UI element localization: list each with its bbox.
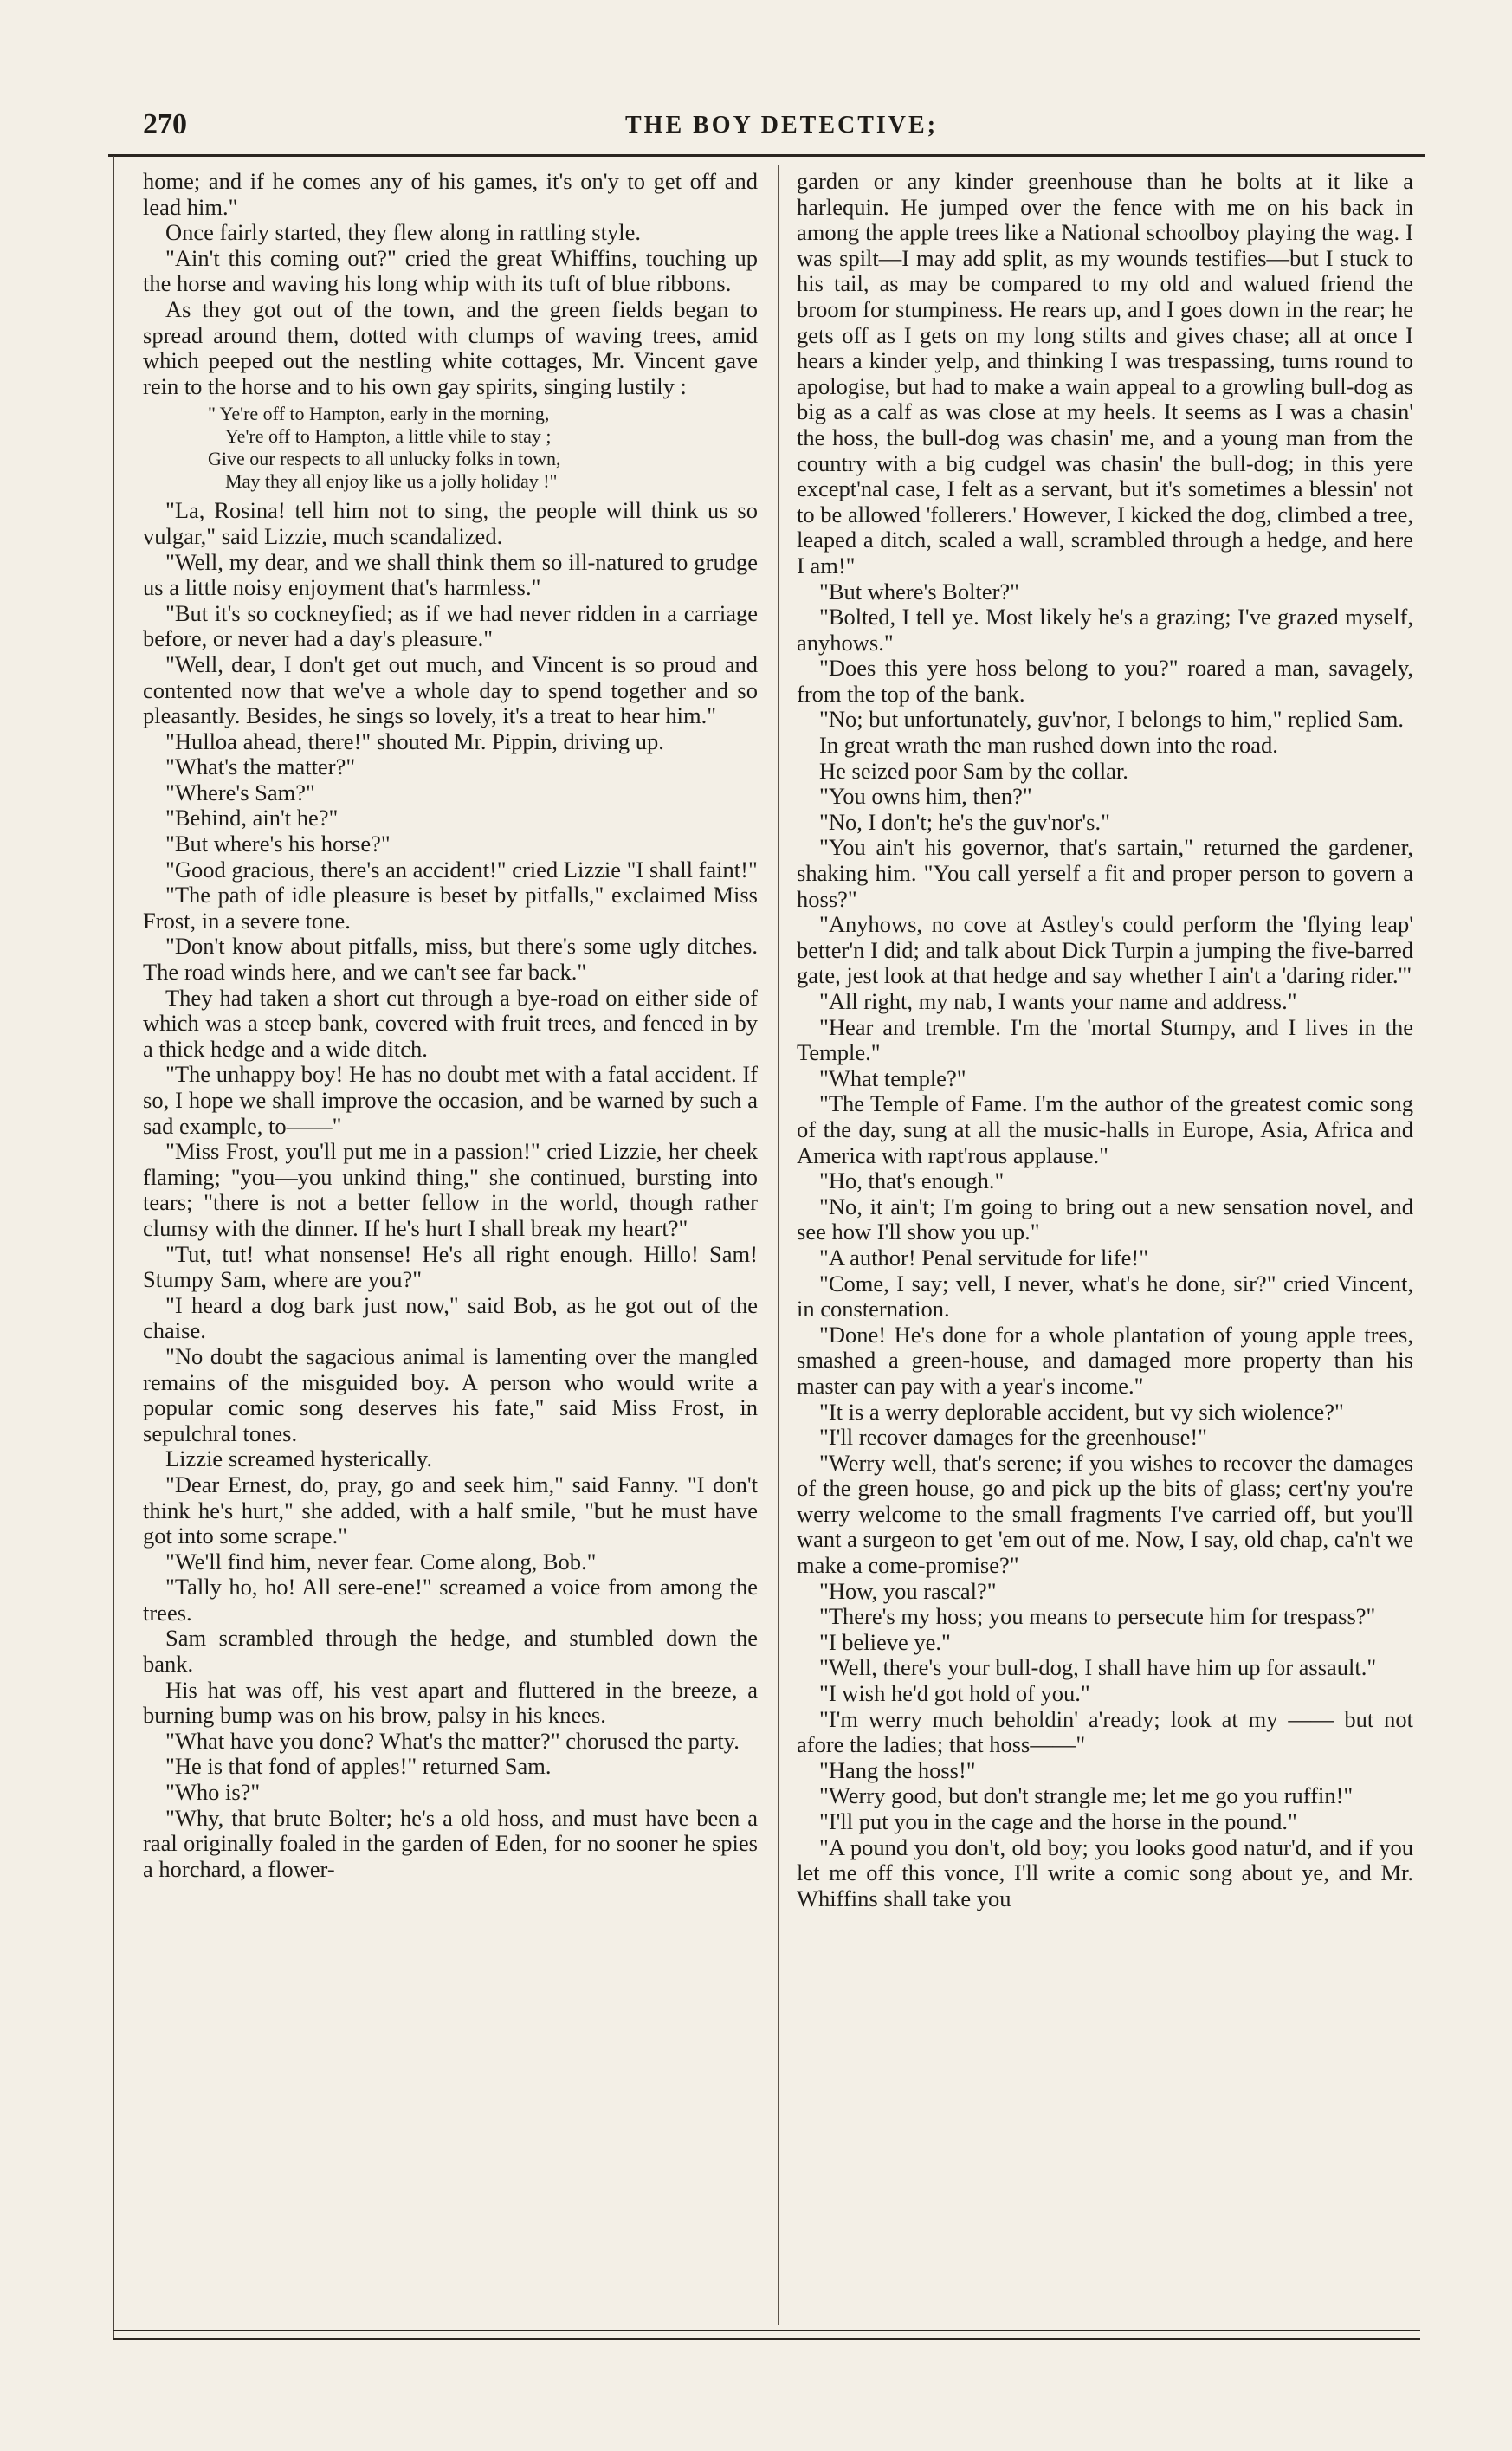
paragraph: "A author! Penal servitude for life!" [819, 1244, 1149, 1271]
paragraph: "I wish he'd got hold of you." [819, 1680, 1090, 1707]
column-divider [778, 165, 779, 2325]
paragraph: "Done! He's done for a whole plantation of young apple trees, smashed a green-house, and damaged more property than his master can pay with a year's income." [797, 1321, 1413, 1399]
paragraph: "Hang the hoss!" [819, 1756, 976, 1783]
paragraph: "Tut, tut! what nonsense! He's all right enough. Hillo! Sam! Stumpy Sam, where are you?" [143, 1240, 758, 1293]
paragraph: "Hulloa ahead, there!" shouted Mr. Pippin, driving up. [165, 728, 664, 754]
paragraph: "But where's his horse?" [165, 831, 391, 857]
paragraph: "I heard a dog bark just now," said Bob, as he got out of the chaise. [143, 1291, 758, 1344]
verse-line: " Ye're off to Hampton, early in the morning, [208, 403, 550, 425]
paragraph: As they got out of the town, and the green fields began to spread around them, dotted with clumps of waving trees, amid which peeped out the nestling white cottages, Mr. Vincent gave rein to the horse and to his own gay spirits, singing lustily : [143, 295, 758, 399]
paragraph: "Behind, ain't he?" [165, 805, 339, 831]
paragraph: "Does this yere hoss belong to you?" roared a man, savagely, from the top of the bank. [797, 655, 1413, 707]
paragraph: "You owns him, then?" [819, 783, 1032, 810]
right-column [797, 169, 1413, 2325]
paragraph: "There's my hoss; you means to persecute him for trespass?" [819, 1603, 1376, 1630]
paragraph: "All right, my nab, I wants your name and address." [819, 988, 1297, 1014]
paragraph: "Hear and tremble. I'm the 'mortal Stumpy, and I lives in the Temple." [797, 1013, 1413, 1066]
song-verse [143, 403, 758, 493]
paragraph: "How, you rascal?" [819, 1577, 997, 1604]
paragraph: "The unhappy boy! He has no doubt met with a fatal accident. If so, I hope we shall improve the occasion, and be warned by such a sad example, to——" [143, 1061, 758, 1139]
paragraph: "Werry good, but don't strangle me; let me go you ruffin!" [819, 1782, 1354, 1809]
paragraph: "Well, dear, I don't get out much, and Vincent is so proud and contented now that we've a whole day to spend together and so pleasantly. Besides, he sings so lovely, it's a treat to hear him." [143, 650, 758, 729]
paragraph: garden or any kinder greenhouse than he bolts at it like a harlequin. He jumped over the fence with me on his back in among the apple trees like a National schoolboy playing the wag. I was spilt—I may add split, as my wounds testifies—but I stuck to his tail, as may be compared to my old and walued friend the broom for stumpiness. He rears up, and I goes down in the rear; he gets off as I gets on my long stilts and gives chase; all at once I hears a kinder yelp, and thinking I was trespassing, turns round to apologise, but had to make a wain appeal to a growling bull-dog as big as a calf as was close at my heels. It seems as I was a chasin' the hoss, the bull-dog was chasin' me, and a young man from the country with a big cudgel was chasin' the bull-dog; in this yere except'nal case, I felt as a servant, but it's sometimes a blessin' not to be allowed 'follerers.' However, I kicked the dog, climbed a tree, leaped a ditch, scaled a wall, scrambled through a hedge, and here I am!" [797, 169, 1413, 579]
paragraph: "We'll find him, never fear. Come along, Bob." [165, 1548, 597, 1575]
paragraph: Sam scrambled through the hedge, and stumbled down the bank. [143, 1625, 758, 1678]
paragraph: He seized poor Sam by the collar. [819, 757, 1128, 784]
left-column [143, 169, 758, 2325]
paragraph: "No, I don't; he's the guv'nor's." [819, 808, 1110, 835]
verse-line: May they all enjoy like us a jolly holiday !" [225, 470, 558, 493]
paragraph: His hat was off, his vest apart and fluttered in the breeze, a burning bump was on his brow, palsy in his knees. [143, 1676, 758, 1729]
paragraph: "Dear Ernest, do, pray, go and seek him," said Fanny. "I don't think he's hurt," she added, with a half smile, "but he must have got into some scrape." [143, 1471, 758, 1549]
paragraph: "What have you done? What's the matter?" chorused the party. [165, 1727, 740, 1754]
paragraph: "Well, there's your bull-dog, I shall have him up for assault." [819, 1654, 1377, 1681]
paragraph: "Well, my dear, and we shall think them so ill-natured to grudge us a little noisy enjoyment that's harmless." [143, 548, 758, 601]
paragraph: Lizzie screamed hysterically. [165, 1445, 433, 1472]
verse-line: Give our respects to all unlucky folks in town, [208, 448, 561, 470]
paragraph: "La, Rosina! tell him not to sing, the people will think us so vulgar," said Lizzie, much scandalized. [143, 497, 758, 549]
paragraph: "No; but unfortunately, guv'nor, I belongs to him," replied Sam. [819, 706, 1404, 733]
paragraph: "What's the matter?" [165, 753, 356, 780]
paragraph: "Ain't this coming out?" cried the great Whiffins, touching up the horse and waving his long whip with its tuft of blue ribbons. [143, 244, 758, 297]
paragraph: In great wrath the man rushed down into the road. [819, 732, 1278, 759]
header-rule [108, 154, 1425, 157]
paragraph: "I'll recover damages for the greenhouse!" [819, 1424, 1208, 1451]
paragraph: "What temple?" [819, 1064, 966, 1091]
paragraph: "You ain't his governor, that's sartain," returned the gardener, shaking him. "You call yerself a fit and proper person to govern a hoss?" [797, 834, 1413, 912]
paragraph: "It is a werry deplorable accident, but vy sich wiolence?" [819, 1398, 1344, 1425]
paragraph: They had taken a short cut through a bye-road on either side of which was a steep bank, covered with fruit trees, and fenced in by a thick hedge and a wide ditch. [143, 984, 758, 1062]
paragraph: "But it's so cockneyfied; as if we had never ridden in a carriage before, or never had a day's pleasure." [143, 599, 758, 652]
paragraph: "Come, I say; vell, I never, what's he done, sir?" cried Vincent, in consternation. [797, 1270, 1413, 1323]
verse-line: Ye're off to Hampton, a little vhile to stay ; [225, 425, 552, 448]
footer-rule [113, 2338, 1420, 2340]
page-header [143, 108, 1420, 152]
paragraph: "Don't know about pitfalls, miss, but there's some ugly ditches. The road winds here, and we can't see far back." [143, 933, 758, 986]
paragraph: "I believe ye." [819, 1628, 951, 1655]
paragraph: "The Temple of Fame. I'm the author of the greatest comic song of the day, sung at all the music-halls in Europe, Asia, Africa and America with rapt'rous applause." [797, 1090, 1413, 1168]
paragraph: "A pound you don't, old boy; you looks good natur'd, and if you let me off this vonce, I'll write a comic song about ye, and Mr. Whiffins shall take you [797, 1833, 1413, 1911]
paragraph: "Miss Frost, you'll put me in a passion!" cried Lizzie, her cheek flaming; "you—you unkind thing," she continued, bursting into tears; "there is not a better fellow in the world, though rather clumsy with the dinner. If he's hurt I shall break my heart?" [143, 1138, 758, 1241]
paragraph: "Anyhows, no cove at Astley's could perform the 'flying leap' better'n I did; and talk about Dick Turpin a jumping the five-barred gate, jest look at that hedge and say whether I ain't a 'daring rider.'" [797, 911, 1413, 989]
paragraph: "Good gracious, there's an accident!" cried Lizzie "I shall faint!" [165, 856, 758, 883]
paragraph: "The path of idle pleasure is beset by pitfalls," exclaimed Miss Frost, in a severe tone. [143, 882, 758, 934]
paragraph: "I'm werry much beholdin' a'ready; look at my —— but not afore the ladies; that hoss——" [797, 1705, 1413, 1758]
paragraph: "He is that fond of apples!" returned Sam. [165, 1753, 552, 1780]
footer-rule [113, 2330, 1420, 2331]
paragraph: "Bolted, I tell ye. Most likely he's a grazing; I've grazed myself, anyhows." [797, 604, 1413, 656]
paragraph: "No, it ain't; I'm going to bring out a new sensation novel, and see how I'll show you up." [797, 1193, 1413, 1245]
page-number: 270 [143, 108, 187, 140]
running-title: THE BOY DETECTIVE; [624, 112, 939, 139]
paragraph: "Who is?" [165, 1779, 261, 1806]
paragraph: "I'll put you in the cage and the horse in the pound." [819, 1808, 1297, 1834]
paragraph: "But where's Bolter?" [819, 578, 1019, 605]
paragraph: Once fairly started, they flew along in rattling style. [165, 219, 641, 246]
paragraph: "Why, that brute Bolter; he's a old hoss, and must have been a raal originally foaled in the garden of Eden, for no sooner he spies a horchard, a flower- [143, 1804, 758, 1882]
paragraph: "Where's Sam?" [165, 779, 315, 805]
left-border-rule [113, 156, 114, 2338]
paragraph: "Werry well, that's serene; if you wishes to recover the damages of the green house, go and pick up the bits of glass; cert'ny you're werry welcome to the small fragments I've carried off, but you'll want a surgeon to get 'em out of me. Now, I say, old chap, ca'n't we make a come-promise?" [797, 1449, 1413, 1579]
paragraph: "Tally ho, ho! All sere-ene!" screamed a voice from among the trees. [143, 1574, 758, 1626]
paragraph: home; and if he comes any of his games, it's on'y to get off and lead him." [143, 169, 758, 220]
paragraph: "No doubt the sagacious animal is lamenting over the mangled remains of the misguided boy. A person who would write a popular comic song deserves his fate," said Miss Frost, in sepulchral tones. [143, 1342, 758, 1446]
paragraph: "Ho, that's enough." [819, 1167, 1005, 1194]
